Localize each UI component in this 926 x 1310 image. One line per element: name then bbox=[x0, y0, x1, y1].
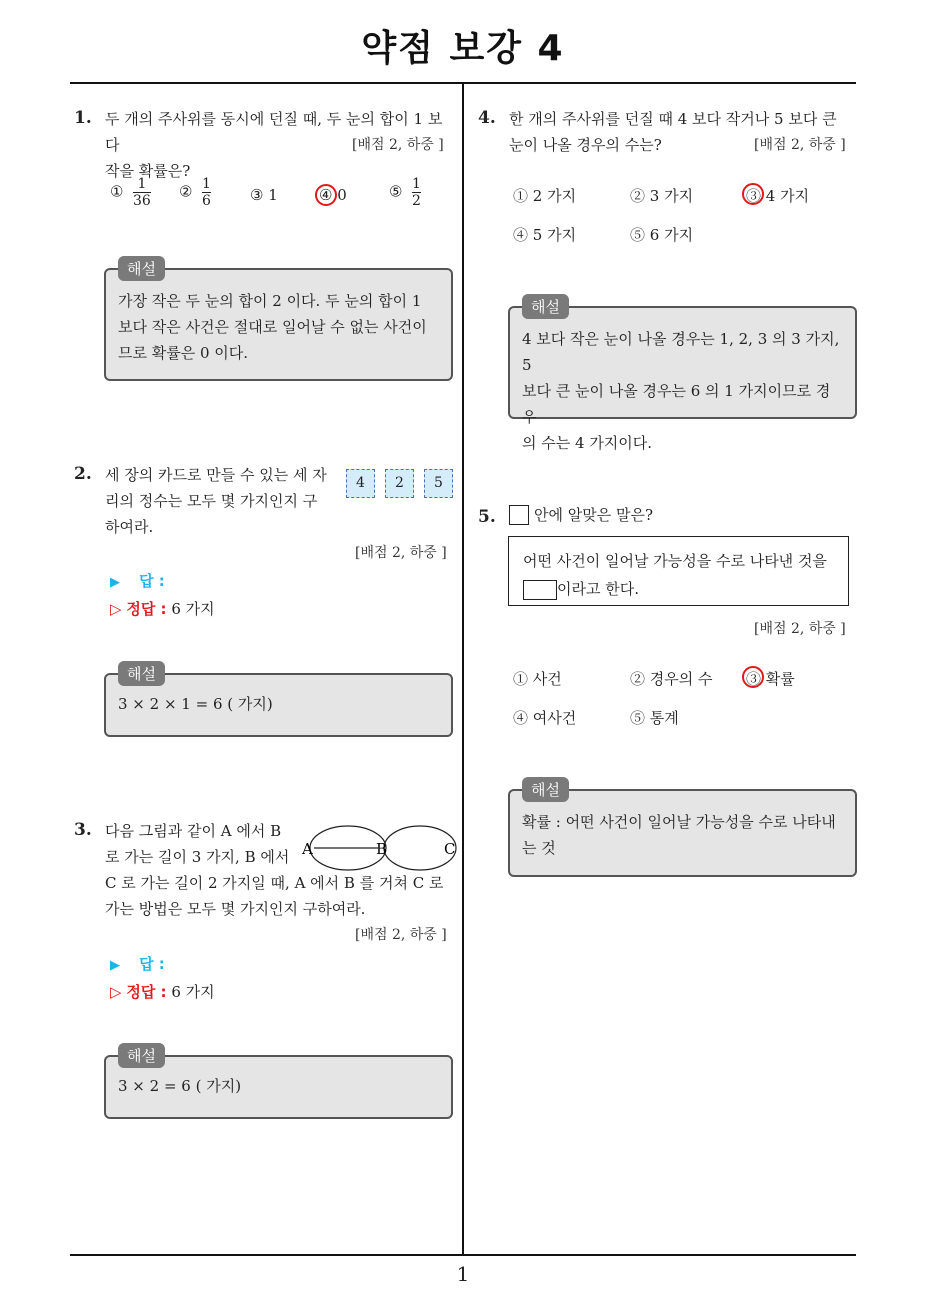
question-text: 다음 그림과 같이 A 에서 B 로 가는 길이 3 가지, B 에서 bbox=[105, 822, 290, 866]
question-text: 한 개의 주사위를 던질 때 4 보다 작거나 5 보다 큰 눈이 나올 경우의 수는? bbox=[509, 110, 837, 154]
question-text: 세 장의 카드로 만들 수 있는 세 자 리의 정수는 모두 몇 가지인지 구 하여라. bbox=[105, 466, 327, 536]
choice-5[interactable]: ⑤ $\frac{1}{2}$ bbox=[389, 176, 421, 209]
question-number: 4. bbox=[478, 108, 496, 128]
explanation-label: 해설 bbox=[118, 256, 165, 281]
score-tag: [배점 2, 하중 ] bbox=[352, 137, 444, 153]
play-icon: ▶ bbox=[110, 575, 120, 590]
choice-1[interactable]: ① 2 가지 bbox=[513, 187, 577, 205]
question-text: 안에 알맞은 말은? bbox=[534, 506, 654, 524]
column-divider bbox=[462, 84, 464, 1256]
choice-1[interactable]: ① $\frac{1}{36}$ bbox=[110, 176, 151, 209]
question-number: 5. bbox=[478, 507, 496, 527]
node-label-a: A bbox=[302, 840, 313, 858]
answer-mark-circle bbox=[742, 183, 764, 205]
number-card: 5 bbox=[424, 469, 453, 498]
triangle-outline-icon: ▷ bbox=[110, 983, 122, 1001]
triangle-outline-icon: ▷ bbox=[110, 600, 122, 618]
choice-3[interactable]: ③ 1 bbox=[250, 186, 278, 204]
bottom-rule bbox=[70, 1254, 856, 1256]
choice-4[interactable]: ④ 5 가지 bbox=[513, 226, 577, 244]
answer-mark-circle bbox=[742, 666, 764, 688]
question-text-cont: C 로 가는 길이 2 가지일 때, A 에서 B 를 거쳐 C 로 가는 방법은 모두 몇 가지인지 구하여라. bbox=[105, 874, 444, 918]
explanation-box: 3 × 2 = 6 ( 가지) bbox=[104, 1055, 453, 1119]
choice-1[interactable]: ① 사건 bbox=[513, 670, 562, 688]
choice-2[interactable]: ② $\frac{1}{6}$ bbox=[179, 176, 211, 209]
choice-3[interactable]: ③ 확률 bbox=[746, 670, 795, 688]
choice-3[interactable]: ③ 4 가지 bbox=[746, 187, 810, 205]
explanation-label: 해설 bbox=[522, 294, 569, 319]
choice-5[interactable]: ⑤ 통계 bbox=[630, 709, 679, 727]
blank-box bbox=[523, 580, 557, 600]
choice-5[interactable]: ⑤ 6 가지 bbox=[630, 226, 694, 244]
choice-2[interactable]: ② 경우의 수 bbox=[630, 670, 713, 688]
answer-line: ▶ 답 : bbox=[110, 572, 165, 590]
choice-2[interactable]: ② 3 가지 bbox=[630, 187, 694, 205]
statement-box: 어떤 사건이 일어날 가능성을 수로 나타낸 것을 이라고 한다. bbox=[508, 536, 849, 606]
blank-box bbox=[509, 505, 529, 525]
score-tag: [배점 2, 하중 ] bbox=[754, 137, 846, 153]
page-number: 1 bbox=[456, 1262, 470, 1286]
choice-4[interactable]: ④ 여사건 bbox=[513, 709, 577, 727]
question-number: 1. bbox=[74, 108, 92, 128]
fraction: $\frac{1}{2}$ bbox=[412, 176, 421, 209]
question-text: 두 개의 주사위를 동시에 던질 때, 두 눈의 합이 1 보다 작을 확률은? bbox=[105, 110, 443, 180]
node-label-c: C bbox=[444, 840, 456, 858]
explanation-label: 해설 bbox=[118, 661, 165, 686]
correct-answer-line: ▷ 정답 : 6 가지 bbox=[110, 600, 215, 618]
correct-answer-line: ▷ 정답 : 6 가지 bbox=[110, 983, 215, 1001]
explanation-box: 가장 작은 두 눈의 합이 2 이다. 두 눈의 합이 1 보다 작은 사건은 절대로 일어날 수 없는 사건이 므로 확률은 0 이다. bbox=[104, 268, 453, 381]
fraction: $\frac{1}{6}$ bbox=[202, 176, 211, 209]
answer-mark-circle bbox=[315, 184, 337, 206]
explanation-label: 해설 bbox=[118, 1043, 165, 1068]
path-diagram bbox=[300, 818, 460, 874]
page-title: 약점 보강 4 bbox=[361, 28, 565, 69]
score-tag: [배점 2, 하중 ] bbox=[355, 927, 447, 943]
number-card: 4 bbox=[346, 469, 375, 498]
question-number: 2. bbox=[74, 464, 92, 484]
explanation-label: 해설 bbox=[522, 777, 569, 802]
answer-line: ▶ 답 : bbox=[110, 955, 165, 973]
play-icon: ▶ bbox=[110, 958, 120, 973]
number-card: 2 bbox=[385, 469, 414, 498]
explanation-box: 확률 : 어떤 사건이 일어날 가능성을 수로 나타내 는 것 bbox=[508, 789, 857, 877]
node-label-b: B bbox=[376, 840, 388, 858]
question-number: 3. bbox=[74, 820, 92, 840]
fraction: $\frac{1}{36}$ bbox=[133, 176, 151, 209]
explanation-box: 4 보다 작은 눈이 나올 경우는 1, 2, 3 의 3 가지, 5 보다 큰 눈이 나올 경우는 6 의 1 가지이므로 경우 의 수는 4 가지이다. bbox=[508, 306, 857, 419]
score-tag: [배점 2, 하중 ] bbox=[355, 545, 447, 561]
explanation-box: 3 × 2 × 1 = 6 ( 가지) bbox=[104, 673, 453, 737]
score-tag: [배점 2, 하중 ] bbox=[754, 621, 846, 637]
choice-4[interactable]: ④ 0 bbox=[319, 186, 347, 204]
